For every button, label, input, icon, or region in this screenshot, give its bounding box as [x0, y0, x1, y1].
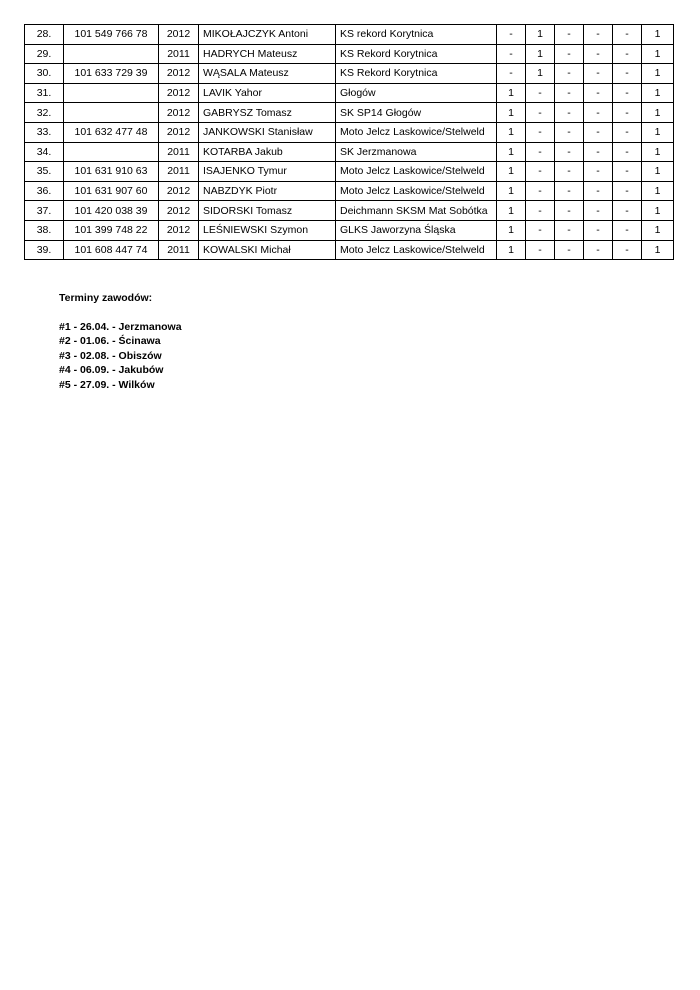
club-cell: Moto Jelcz Laskowice/Stelweld	[336, 181, 497, 201]
round-1-cell: 1	[497, 162, 526, 182]
round-2-cell: -	[526, 162, 555, 182]
round-2-cell: -	[526, 103, 555, 123]
license-cell	[64, 103, 159, 123]
round-5-cell: -	[613, 162, 642, 182]
birth-year-cell: 2011	[159, 44, 199, 64]
round-1-cell: 1	[497, 240, 526, 260]
round-5-cell: -	[613, 181, 642, 201]
results-table-body	[25, 25, 674, 260]
rider-name-cell: ISAJENKO Tymur	[199, 162, 336, 182]
round-1-cell: 1	[497, 181, 526, 201]
round-3-cell: -	[555, 142, 584, 162]
round-4-cell: -	[584, 25, 613, 45]
license-cell: 101 631 907 60	[64, 181, 159, 201]
club-cell: SK SP14 Głogów	[336, 103, 497, 123]
round-5-cell: -	[613, 44, 642, 64]
round-4-cell: -	[584, 83, 613, 103]
table-row	[25, 181, 674, 201]
round-2-cell: 1	[526, 25, 555, 45]
round-2-cell: -	[526, 122, 555, 142]
round-1-cell: 1	[497, 122, 526, 142]
license-cell: 101 631 910 63	[64, 162, 159, 182]
rider-name-cell: LEŚNIEWSKI Szymon	[199, 220, 336, 240]
place-cell: 37.	[25, 201, 64, 221]
schedule-title: Terminy zawodów:	[59, 292, 153, 304]
place-cell: 29.	[25, 44, 64, 64]
birth-year-cell: 2012	[159, 201, 199, 221]
place-cell: 35.	[25, 162, 64, 182]
rider-name-cell: LAVIK Yahor	[199, 83, 336, 103]
birth-year-cell: 2012	[159, 25, 199, 45]
round-4-cell: -	[584, 44, 613, 64]
table-row	[25, 103, 674, 123]
round-2-cell: -	[526, 201, 555, 221]
round-1-cell: -	[497, 44, 526, 64]
total-points-cell: 1	[642, 103, 674, 123]
round-5-cell: -	[613, 142, 642, 162]
birth-year-cell: 2011	[159, 142, 199, 162]
round-3-cell: -	[555, 181, 584, 201]
round-1-cell: 1	[497, 220, 526, 240]
birth-year-cell: 2012	[159, 83, 199, 103]
license-cell	[64, 44, 159, 64]
round-3-cell: -	[555, 201, 584, 221]
round-2-cell: 1	[526, 44, 555, 64]
table-row	[25, 44, 674, 64]
place-cell: 36.	[25, 181, 64, 201]
round-4-cell: -	[584, 103, 613, 123]
club-cell: Deichmann SKSM Mat Sobótka	[336, 201, 497, 221]
license-cell: 101 549 766 78	[64, 25, 159, 45]
round-4-cell: -	[584, 142, 613, 162]
round-2-cell: -	[526, 83, 555, 103]
place-cell: 28.	[25, 25, 64, 45]
license-cell: 101 632 477 48	[64, 122, 159, 142]
license-cell: 101 420 038 39	[64, 201, 159, 221]
round-4-cell: -	[584, 201, 613, 221]
birth-year-cell: 2011	[159, 240, 199, 260]
round-1-cell: 1	[497, 103, 526, 123]
license-cell: 101 608 447 74	[64, 240, 159, 260]
club-cell: Moto Jelcz Laskowice/Stelweld	[336, 162, 497, 182]
round-3-cell: -	[555, 220, 584, 240]
club-cell: KS Rekord Korytnica	[336, 64, 497, 84]
rider-name-cell: MIKOŁAJCZYK Antoni	[199, 25, 336, 45]
round-2-cell: 1	[526, 64, 555, 84]
rider-name-cell: KOTARBA Jakub	[199, 142, 336, 162]
round-4-cell: -	[584, 64, 613, 84]
round-4-cell: -	[584, 122, 613, 142]
table-row	[25, 25, 674, 45]
license-cell: 101 633 729 39	[64, 64, 159, 84]
birth-year-cell: 2012	[159, 181, 199, 201]
total-points-cell: 1	[642, 83, 674, 103]
round-5-cell: -	[613, 83, 642, 103]
round-2-cell: -	[526, 220, 555, 240]
round-5-cell: -	[613, 64, 642, 84]
round-5-cell: -	[613, 240, 642, 260]
total-points-cell: 1	[642, 142, 674, 162]
round-2-cell: -	[526, 181, 555, 201]
table-row	[25, 122, 674, 142]
results-table	[24, 24, 674, 260]
license-cell	[64, 83, 159, 103]
total-points-cell: 1	[642, 220, 674, 240]
round-5-cell: -	[613, 25, 642, 45]
birth-year-cell: 2011	[159, 162, 199, 182]
license-cell: 101 399 748 22	[64, 220, 159, 240]
club-cell: Moto Jelcz Laskowice/Stelweld	[336, 122, 497, 142]
round-1-cell: -	[497, 25, 526, 45]
place-cell: 34.	[25, 142, 64, 162]
round-3-cell: -	[555, 64, 584, 84]
club-cell: Moto Jelcz Laskowice/Stelweld	[336, 240, 497, 260]
rider-name-cell: JANKOWSKI Stanisław	[199, 122, 336, 142]
rider-name-cell: GABRYSZ Tomasz	[199, 103, 336, 123]
round-3-cell: -	[555, 25, 584, 45]
total-points-cell: 1	[642, 201, 674, 221]
rider-name-cell: SIDORSKI Tomasz	[199, 201, 336, 221]
round-1-cell: 1	[497, 142, 526, 162]
total-points-cell: 1	[642, 44, 674, 64]
total-points-cell: 1	[642, 25, 674, 45]
total-points-cell: 1	[642, 181, 674, 201]
table-row	[25, 240, 674, 260]
round-4-cell: -	[584, 220, 613, 240]
round-3-cell: -	[555, 162, 584, 182]
birth-year-cell: 2012	[159, 220, 199, 240]
club-cell: GLKS Jaworzyna Śląska	[336, 220, 497, 240]
race-schedule	[59, 291, 182, 392]
round-5-cell: -	[613, 103, 642, 123]
place-cell: 39.	[25, 240, 64, 260]
round-5-cell: -	[613, 122, 642, 142]
place-cell: 33.	[25, 122, 64, 142]
schedule-item: #1 - 26.04. - Jerzmanowa	[59, 320, 182, 333]
birth-year-cell: 2012	[159, 122, 199, 142]
license-cell	[64, 142, 159, 162]
total-points-cell: 1	[642, 64, 674, 84]
round-3-cell: -	[555, 240, 584, 260]
table-row	[25, 220, 674, 240]
schedule-item: #4 - 06.09. - Jakubów	[59, 364, 164, 376]
club-cell: KS Rekord Korytnica	[336, 44, 497, 64]
round-2-cell: -	[526, 240, 555, 260]
rider-name-cell: WĄSALA Mateusz	[199, 64, 336, 84]
table-row	[25, 83, 674, 103]
birth-year-cell: 2012	[159, 64, 199, 84]
birth-year-cell: 2012	[159, 103, 199, 123]
total-points-cell: 1	[642, 122, 674, 142]
round-4-cell: -	[584, 162, 613, 182]
club-cell: Głogów	[336, 83, 497, 103]
table-row	[25, 162, 674, 182]
round-3-cell: -	[555, 44, 584, 64]
place-cell: 38.	[25, 220, 64, 240]
total-points-cell: 1	[642, 162, 674, 182]
rider-name-cell: NABZDYK Piotr	[199, 181, 336, 201]
round-3-cell: -	[555, 122, 584, 142]
schedule-item: #2 - 01.06. - Ścinawa	[59, 335, 161, 347]
place-cell: 30.	[25, 64, 64, 84]
table-row	[25, 142, 674, 162]
total-points-cell: 1	[642, 240, 674, 260]
rider-name-cell: HADRYCH Mateusz	[199, 44, 336, 64]
place-cell: 32.	[25, 103, 64, 123]
round-4-cell: -	[584, 181, 613, 201]
round-3-cell: -	[555, 83, 584, 103]
round-2-cell: -	[526, 142, 555, 162]
round-3-cell: -	[555, 103, 584, 123]
round-1-cell: 1	[497, 201, 526, 221]
place-cell: 31.	[25, 83, 64, 103]
table-row	[25, 64, 674, 84]
round-5-cell: -	[613, 220, 642, 240]
table-row	[25, 201, 674, 221]
round-1-cell: 1	[497, 83, 526, 103]
club-cell: KS rekord Korytnica	[336, 25, 497, 45]
round-5-cell: -	[613, 201, 642, 221]
round-1-cell: -	[497, 64, 526, 84]
schedule-item: #5 - 27.09. - Wilków	[59, 378, 155, 391]
rider-name-cell: KOWALSKI Michał	[199, 240, 336, 260]
schedule-item: #3 - 02.08. - Obiszów	[59, 349, 162, 362]
round-4-cell: -	[584, 240, 613, 260]
club-cell: SK Jerzmanowa	[336, 142, 497, 162]
